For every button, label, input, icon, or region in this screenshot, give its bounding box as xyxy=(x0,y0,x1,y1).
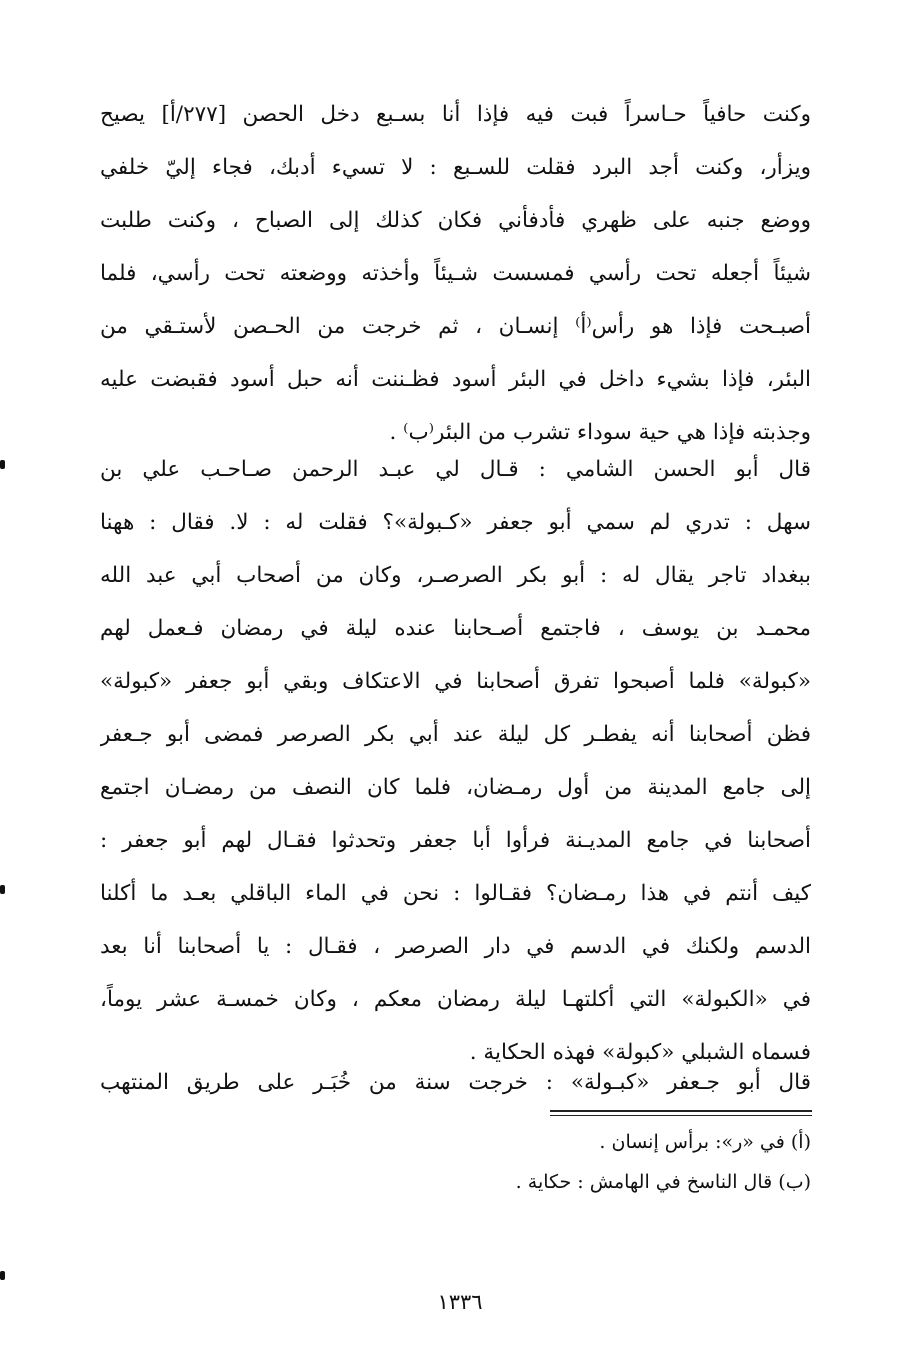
paragraph-1 xyxy=(100,88,811,459)
text-line: ببغداد تاجر يقال له : أبو بكر الصرصـر، وكان من أصحاب أبي عبد الله xyxy=(100,563,811,588)
text-line: وجذبته فإذا هي حية سوداء تشرب من البئر⁽ب⁾ . xyxy=(389,420,811,445)
text-line: محمـد بن يوسف ، فاجتمع أصـحابنا عنده ليلة في رمضان فـعمل لهم xyxy=(100,616,811,641)
text-line: ويزأر، وكنت أجد البرد فقلت للسـبع : لا تسيء أدبك، فجاء إليّ خلفي xyxy=(100,155,811,180)
text-line: الدسم ولكنك في الدسم في دار الصرصر ، فقـال : يا أصحابنا أنا بعد xyxy=(100,934,811,959)
page-number: ١٣٣٦ xyxy=(437,1290,483,1314)
text-line: فظن أصحابنا أنه يفطـر كل ليلة عند أبي بكر الصرصر فمضى أبو جـعفر xyxy=(100,722,811,747)
text-line: ووضع جنبه على ظهري فأدفأني فكان كذلك إلى الصباح ، وكنت طلبت xyxy=(100,208,811,233)
text-line: في «الكبولة» التي أكلتهـا ليلة رمضان معكم ، وكان خمسـة عشر يوماً، xyxy=(100,987,811,1012)
scan-edge-mark xyxy=(0,885,5,894)
footnote-b: (ب) قال الناسخ في الهامش : حكاية . xyxy=(515,1171,811,1193)
text-line: إلى جامع المدينة من أول رمـضان، فلما كان النصف من رمضـان اجتمع xyxy=(100,775,811,800)
footnote-separator xyxy=(550,1110,812,1117)
scan-edge-mark xyxy=(0,460,5,469)
text-line: البئر، فإذا بشيء داخل في البئر أسود فظـننت أنه حبل أسود فقبضت عليه xyxy=(100,367,811,392)
scan-edge-mark xyxy=(0,1271,5,1280)
text-line: فسماه الشبلي «كبولة» فهذه الحكاية . xyxy=(469,1040,811,1065)
text-line: «كبولة» فلما أصبحوا تفرق أصحابنا في الاعتكاف وبقي أبو جعفر «كبولة» xyxy=(100,669,811,694)
text-line: أصحابنا في جامع المديـنة فرأوا أبا جعفر وتحدثوا فقـال لهم أبو جعفر : xyxy=(100,828,811,853)
footnote-a: (أ) في «ر»: برأس إنسان . xyxy=(599,1131,811,1153)
text-line: شيئاً أجعله تحت رأسي فمسست شـيئاً وأخذته ووضعته تحت رأسي، فلما xyxy=(100,261,811,286)
paragraph-2 xyxy=(100,443,811,1079)
paragraph-3 xyxy=(100,1056,811,1109)
text-line: قال أبو الحسن الشامي : قـال لي عبـد الرحمن صـاحـب علي بن xyxy=(100,457,811,482)
text-line: كيف أنتم في هذا رمـضان؟ فقـالوا : نحن في الماء الباقلي بعـد ما أكلنا xyxy=(100,881,811,906)
separator-rule-thick xyxy=(550,1110,812,1112)
text-line: أصبـحت فإذا هو رأس⁽أ⁾ إنسـان ، ثم خرجت من الحـصن لأستـقي من xyxy=(100,314,811,339)
text-line: قال أبو جـعفر «كبـولة» : خرجت سنة من خُبَـر على طريق المنتهب xyxy=(100,1070,811,1095)
text-line: سهل : تدري لم سمي أبو جعفر «كـبولة»؟ فقلت له : لا. فقال : ههنا xyxy=(100,510,811,535)
footnotes xyxy=(300,1122,811,1202)
separator-rule-thin xyxy=(550,1115,812,1116)
text-line: وكنت حافياً حـاسراً فبت فيه فإذا أنا بسـبع دخل الحصن [٢٧٧/أ] يصيح xyxy=(100,102,811,127)
